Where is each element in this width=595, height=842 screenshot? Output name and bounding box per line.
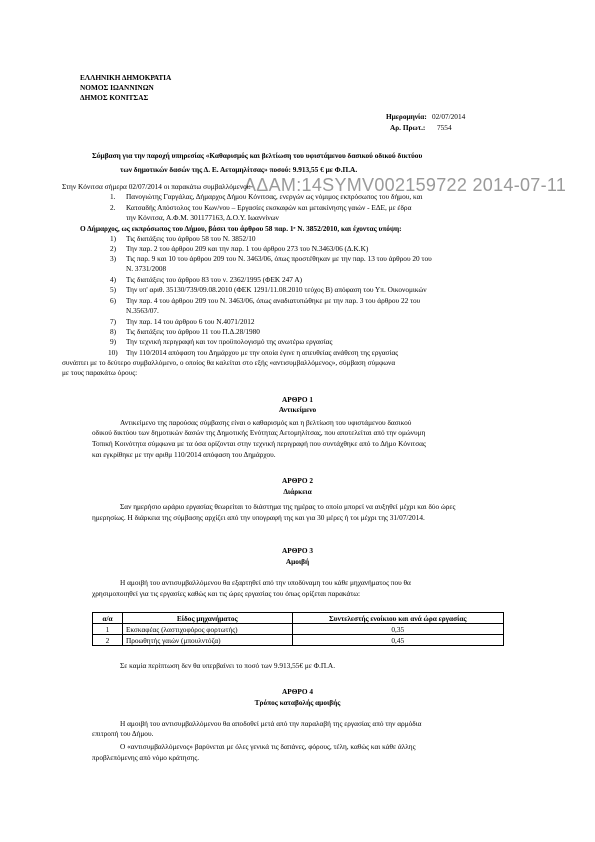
party-text: την Κόνιτσα, Α.Φ.Μ. 301177163, Δ.Ο.Υ. Ιωαννίνων [126,213,279,222]
article-text: προβλεπόμενης από νόμο κράτησης. [92,753,200,762]
table-header-cell: Συντελεστής ενοίκιου και ανά ώρα εργασίας [292,613,503,624]
title-line-2: των δημοτικών δασών της Δ. Ε. Αετομηλίτσας» ποσού: 9.913,55 € με Φ.Π.Α. [120,165,358,174]
header-line-3: ΔΗΜΟΣ ΚΟΝΙΤΣΑΣ [80,93,149,102]
date-label: Ημερομηνία: [386,112,427,121]
table-header-row [93,613,504,624]
article-heading: ΑΡΘΡΟ 3 [281,546,313,555]
article-text: οδικού δικτύου των δημοτικών δασών της Δημοτικής Ενότητας Αετομηλίτσας, που αποτελείται από την ομώνυμη [92,428,426,437]
table-cell: 0,45 [292,635,503,646]
article-heading: ΑΡΘΡΟ 4 [281,687,313,696]
ground-number: 9) [110,337,117,346]
article-text: Σαν ημερήσιο ωράριο εργασίας θεωρείται το διάστημα της ημέρας το οποίο μπορεί να αυξηθεί μέχρι και δύο ώρες [120,502,456,511]
table-row [93,635,504,646]
table-cell: 0,35 [292,624,503,635]
contract-clause: συνάπτει με το δεύτερο συμβαλλόμενο, ο οποίος θα καλείται στο εξής «αντισυμβαλλόμενος», σύμβαση σύμφωνα [62,358,396,367]
ground-number: 6) [110,296,117,305]
table-header-cell: Είδος μηχανήματος [122,613,292,624]
article-text: ημερησίως. Η διάρκεια της σύμβασης αρχίζει από την υπογραφή της και για 30 μέρες ή τοι μέχρι της 31/07/2014. [92,513,425,522]
ground-number: 8) [110,327,117,336]
ground-text: Την 110/2014 απόφαση του Δημάρχου με την οποία έγινε η απευθείας ανάθεση της εργασίας [126,348,399,357]
ground-text: Την παρ. 14 του άρθρου 6 του Ν.4071/2012 [126,317,255,326]
date-value: 02/07/2014 [432,112,466,121]
party-text: Κατσαδής Απόστολος του Κων/νου – Εργασίες εκσκαφών και μετακίνησης γαιών - ΕΔΕ, με έδρα [126,203,412,212]
party-number: 2. [110,203,116,212]
protocol-value: 7554 [437,123,452,132]
table-cell: Εκσκαφέας (λαστιχοφόρος φορτωτής) [122,624,292,635]
contract-clause: με τους παρακάτω όρους: [62,368,138,377]
article-text: Η αμοιβή του αντισυμβαλλόμενου θα αποδοθεί μετά από την παραλαβή της εργασίας από την αρμόδια [120,719,422,728]
article-text: και εγκρίθηκε με την αριθμ 110/2014 απόφαση του Δημάρχου. [92,450,276,459]
party-number: 1. [110,192,116,201]
ada-watermark: ΑΔΑΜ:14SYMV002159722 2014-07-11 [244,175,567,195]
ground-text: Ν.3563/07. [126,306,159,315]
ground-number: 1) [110,234,117,243]
ground-text: Τις παρ. 9 και 10 του άρθρου 209 του Ν. 3463/06, όπως προστέθηκαν με την παρ. 13 του άρθρου 20 του [126,254,432,263]
ground-number: 10) [108,348,118,357]
article-text: χρησιμοποιηθεί για τις εργασίες καθώς και τις ώρες εργασίας του όπως ορίζεται παρακάτω: [92,589,361,598]
article-text: Η αμοιβή του αντισυμβαλλόμενου θα εξαρτηθεί από την υποδύναμη του κάθε μηχανήματος που θα [120,578,411,587]
article-text: Τοπική Κοινότητα σύμφωνα με τα όσα ορίζονται στην τεχνική περιγραφή που συντάχθηκε από το Δήμο Κόνιτσας [92,439,426,448]
ground-text: Την παρ. 4 του άρθρου 209 του Ν. 3463/06, όπως αναδιατυπώθηκε με την παρ. 3 του άρθρου 22 του [126,296,421,305]
title-line-1: Σύμβαση για την παροχή υπηρεσίας «Καθαρισμός και βελτίωση του υφιστάμενου δασικού οδικού δικτύου [92,151,423,160]
ground-text: Την τεχνική περιγραφή και τον προϋπολογισμό της ανωτέρω εργασίας [126,337,333,346]
ground-number: 2) [110,244,117,253]
party-text: Πανογιώτης Γαργάλας, Δήμαρχος Δήμου Κόνιτσας, ενεργών ως νόμιμος εκπρόσωπος του δήμου, και [126,192,423,201]
ground-text: Τις διατάξεις του άρθρου 83 του ν. 2362/1995 (ΦΕΚ 247 Α) [126,275,303,284]
article-heading: ΑΡΘΡΟ 1 [281,395,313,404]
article-heading: ΑΡΘΡΟ 2 [281,476,313,485]
article-subheading: Τρόπος καταβολής αμοιβής [254,698,341,707]
article-text: επιτροπή του Δήμου. [92,729,154,738]
article-text: Αντικείμενο της παρούσας σύμβασης είναι ο καθαρισμός και η βελτίωση του υφιστάμενου δασικού [120,418,412,427]
table-header-cell: α/α [93,613,123,624]
table-cell: 2 [93,635,123,646]
header-line-2: ΝΟΜΟΣ ΙΩΑΝΝΙΝΩΝ [80,83,154,92]
article-subheading: Αμοιβή [285,557,310,566]
grounds-heading: Ο Δήμαρχος, ως εκπρόσωπος του Δήμου, βάσει του άρθρου 58 παρ. 1ᵉ Ν. 3852/2010, και έχοντας υπόψη: [80,224,402,233]
article-text: Ο «αντισυμβαλλόμενος» βαρύνεται με όλες γενικά τις δαπάνες, φόρους, τέλη, καθώς και κάθε άλλης [120,742,416,751]
ground-number: 5) [110,285,117,294]
ground-number: 7) [110,317,117,326]
article-subheading: Διάρκεια [283,487,312,496]
protocol-label: Αρ. Πρωτ.: [390,123,426,132]
amount-cap-text: Σε καμία περίπτωση δεν θα υπερβαίνει το ποσό των 9.913,55€ με Φ.Π.Α. [120,661,336,670]
machinery-rate-table [92,612,504,646]
ground-text: Τις διατάξεις του άρθρου 11 του Π.Δ.28/1980 [126,327,260,336]
table-row [93,624,504,635]
ground-number: 4) [110,275,117,284]
header-line-1: ΕΛΛΗΝΙΚΗ ΔΗΜΟΚΡΑΤΙΑ [80,73,172,82]
article-subheading: Αντικείμενο [278,405,317,414]
table-cell: 1 [93,624,123,635]
ground-text: Ν. 3731/2008 [126,264,167,273]
intro-text: Στην Κόνιτσα σήμερα 02/07/2014 οι παρακάτω συμβαλλόμενοι: [62,182,251,191]
ground-text: Τις διατάξεις του άρθρου 58 του Ν. 3852/10 [126,234,256,243]
ground-number: 3) [110,254,117,263]
table-cell: Προωθητής γαιών (μπουλντόζα) [122,635,292,646]
ground-text: Την υπ' αριθ. 35130/739/09.08.2010 (ΦΕΚ 1291/11.08.2010 τεύχος Β) απόφαση του Υπ. Οικονομικών [126,285,427,294]
ground-text: Την παρ. 2 του άρθρου 209 και την παρ. 1 του άρθρου 273 του Ν.3463/06 (Δ.Κ.Κ) [126,244,369,253]
